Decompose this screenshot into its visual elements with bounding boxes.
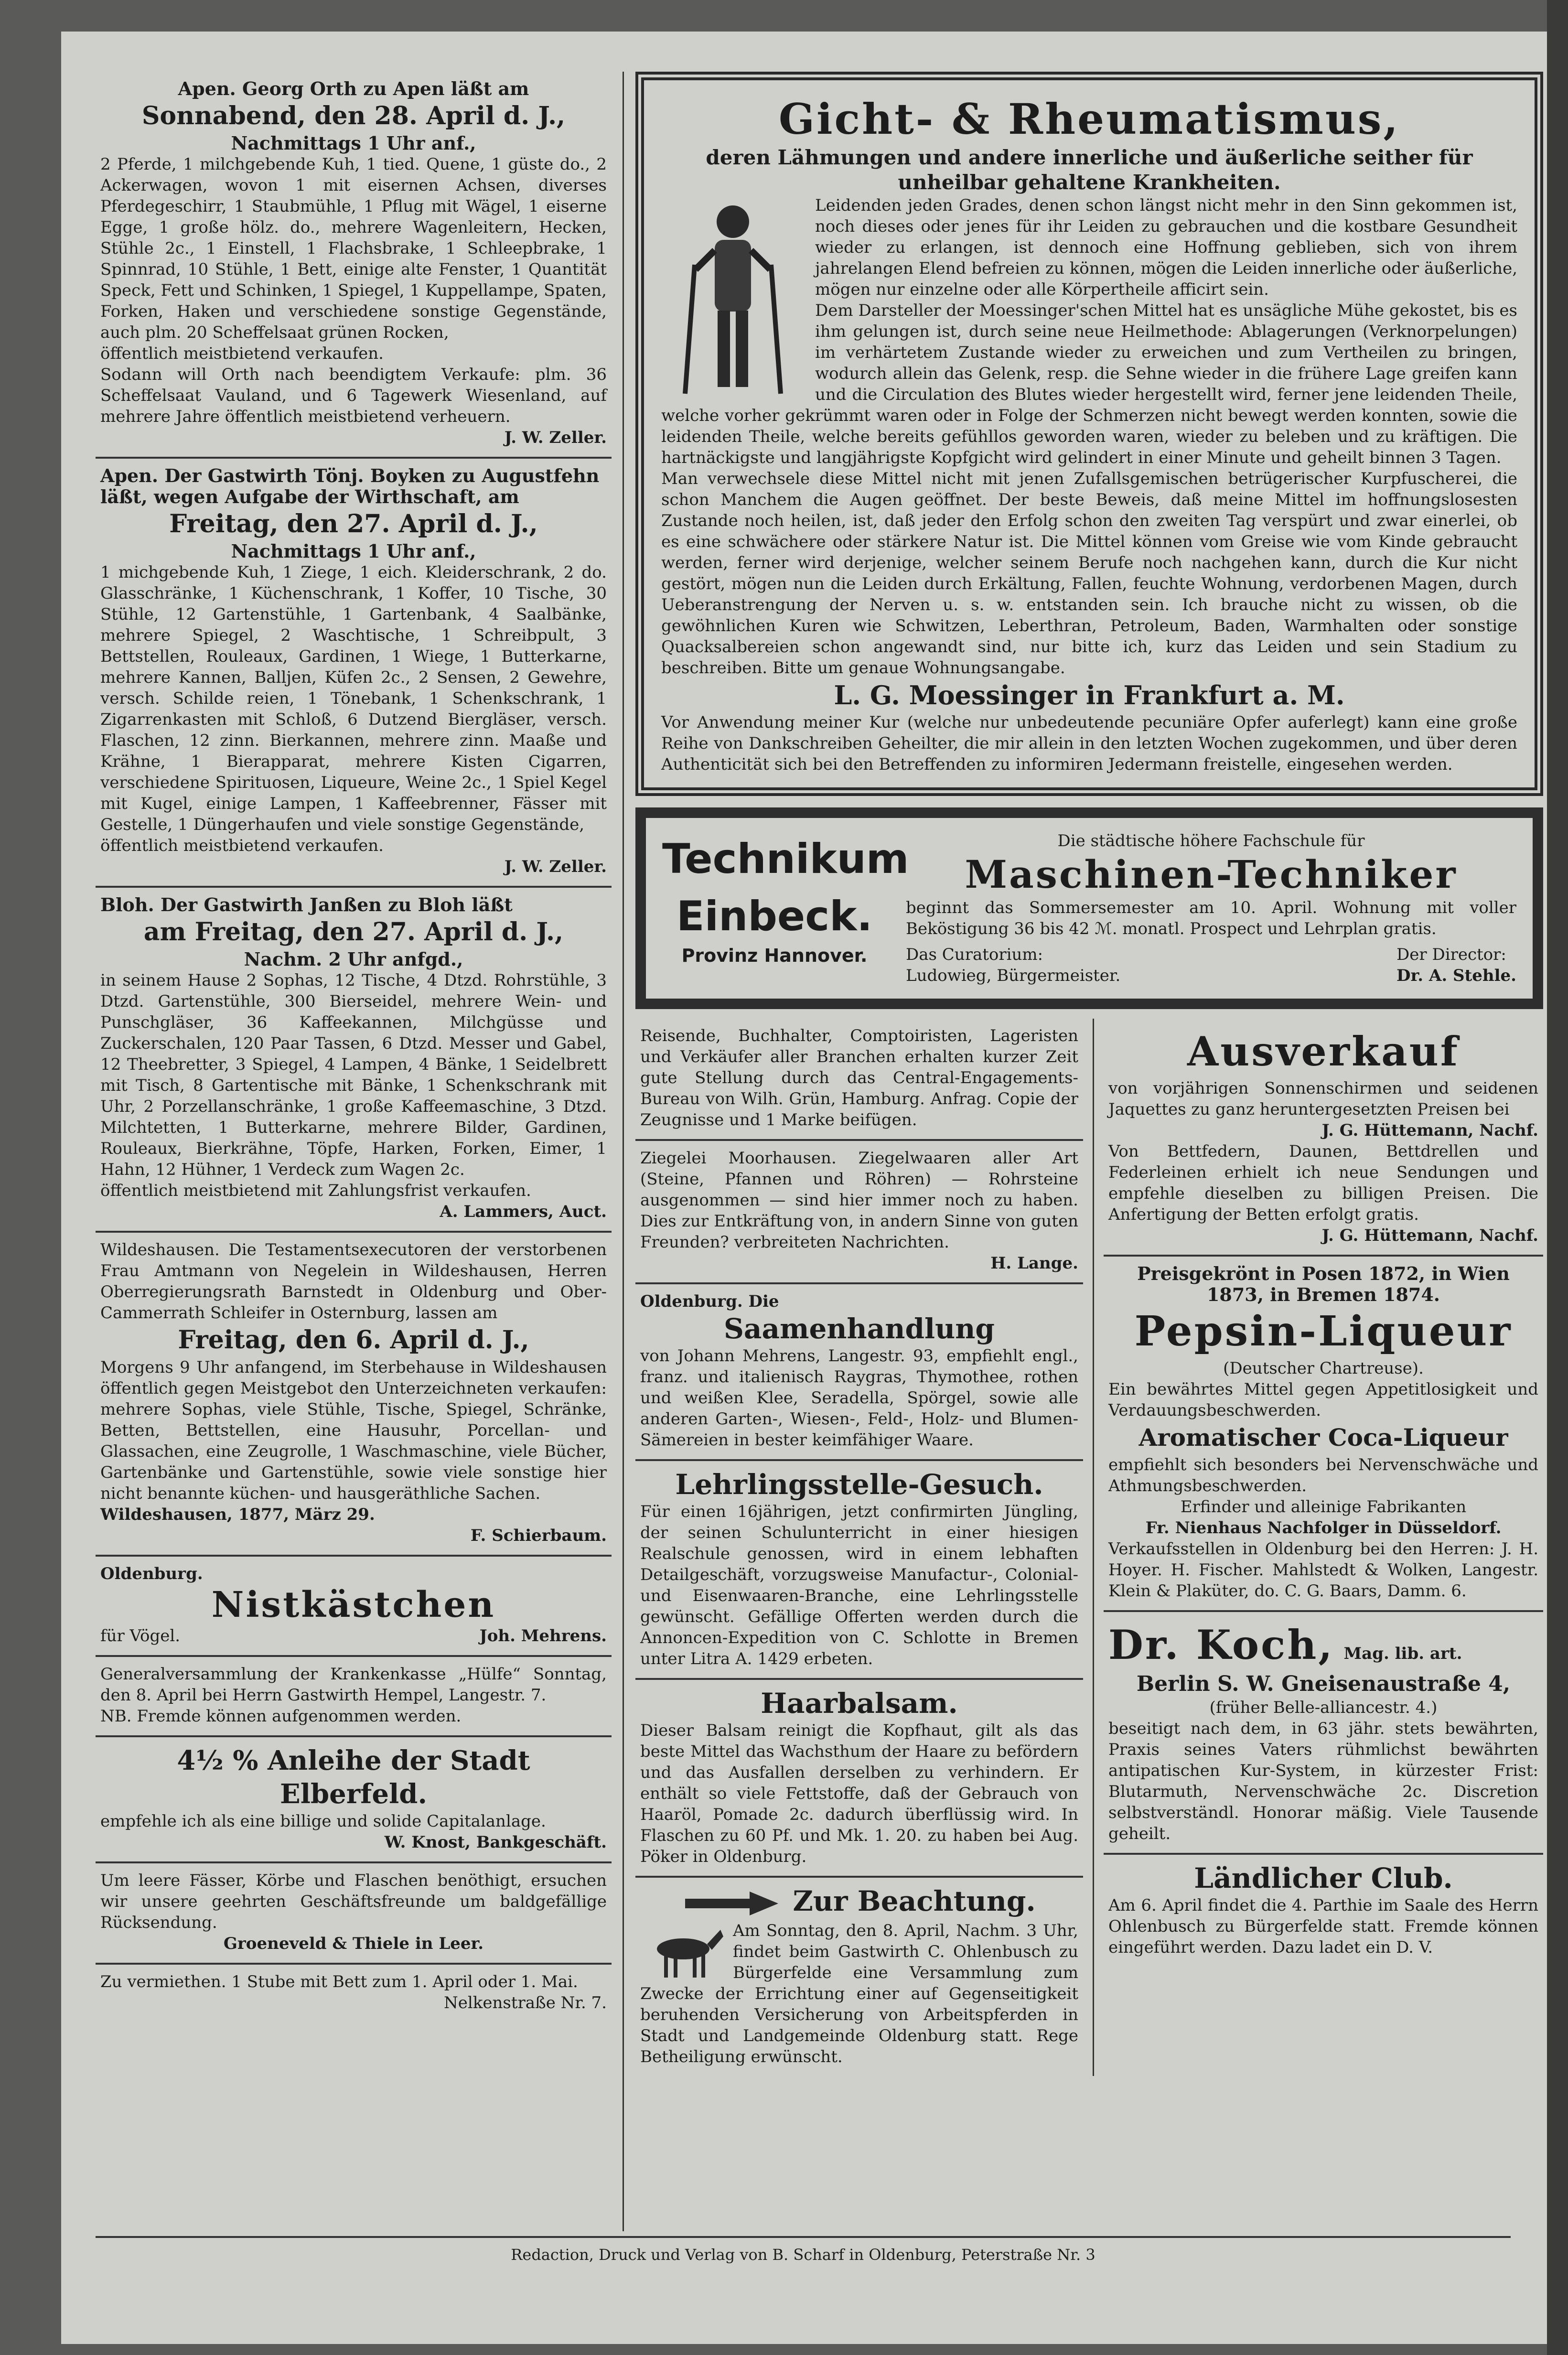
ad-head: Apen. Der Gastwirth Tönj. Boyken zu Augustfehn läßt, wegen Aufgabe der Wirthschaft, am [100,465,600,507]
ad-signature: W. Knost, Bankgeschäft. [384,1833,607,1852]
director-name: Dr. A. Stehle. [1396,966,1516,985]
ad-body: in seinem Hause 2 Sophas, 12 Tische, 4 Dtzd. Rohrstühle, 3 Dtzd. Gartenstühle, 300 Bierseidel, mehrere Wein- und Punschgläser, 36 Kaffeekannen, Milchgüsse und Zuckerschalen, 120 Paar Tassen, 6 Dtzd. Messer und Gabel, 12 Theebretter, 3 Spiegel, 4 Lampen, 4 Bänke, 1 Seidelbrett mit Tisch, 8 Gartentische mit Bänke, 1 Schenkschrank mit Uhr, 2 Porzellanschränke, 1 große Kaffeemaschine, 3 Dtzd. Milchtetten, 1 Butterkarne, mehrere Bilder, Gardinen, Rouleaux, Bierkrähne, Töpfe, Harken, Forken, Eimer, 1 Hahn, 12 Hühner, 1 Verdeck zum Wagen 2c. [100,971,607,1179]
ad-body: 2 Pferde, 1 milchgebende Kuh, 1 tied. Quene, 1 güste do., 2 Ackerwagen, wovon 1 mit eisernen Achsen, diverses Pferdegeschirr, 1 Staubmühle, 1 Pflug mit Wägel, 1 eiserne Egge, 1 große hölz. do., mehrere Wagenleitern, Hecken, Stühle 2c., 1 Einstell, 1 Flachsbrake, 1 Schleepbrake, 1 Spinnrad, 10 Stühle, 1 Bett, einige alte Fenster, 1 Quantität Speck, Fett und Schinken, 1 Spiegel, 1 Kuppellampe, Spaten, Forken, Haken und verschiedene sonstige Gegenstände, auch plm. 20 Scheffelsaat grünen Rocken, [100,155,607,342]
curatorium-label: Das Curatorium: [906,945,1043,964]
dr-koch-ad [1104,1612,1543,1855]
ad-body: Um leere Fässer, Körbe und Flaschen benöthigt, ersuchen wir unsere geehrten Geschäftsfreunde um baldgefällige Rücksendung. [100,1871,607,1932]
sub-left-column [635,1019,1094,2076]
ad-body2: öffentlich meistbietend verkaufen. [100,344,384,363]
krankenkasse-ad [96,1657,612,1737]
ad-body: Am 6. April findet die 4. Parthie im Saale des Herrn Ohlenbusch zu Bürgerfelde statt. Fremde können eingeführt werden. Dazu ladet ein D. V. [1108,1896,1538,1957]
ad-title: Haarbalsam. [761,1687,958,1720]
ad-place: Wildeshausen, 1877, März 29. [100,1505,375,1524]
auction-ad-boyken [96,459,612,888]
auction-ad-janssen [96,888,612,1233]
ad-title-row [640,1884,1078,1920]
ad-title: Ländlicher Club. [1194,1862,1453,1894]
book-spine [1547,0,1568,2355]
technikum-einbeck-ad [635,807,1543,1009]
ad-body: 1 michgebende Kuh, 1 Ziege, 1 eich. Kleiderschrank, 2 do. Glasschränke, 1 Küchenschrank, 1 Koffer, 10 Tische, 30 Stühle, 12 Gartenstühle, 1 Gartenbank, 4 Saalbänke, mehrere Spiegel, 2 Waschtische, 1 Schreibpult, 3 Bettstellen, Rouleaux, Gardinen, 1 Wiege, 1 Butterkarne, mehrere Kannen, Balljen, Küfen 2c., 2 Sensen, 2 Gewehre, versch. Schilde reien, 1 Tönebank, 1 Schenkschrank, 1 Zigarrenkasten mit Schloß, 6 Dutzend Biergläser, versch. Flaschen, 12 zinn. Bierkannen, mehrere zinn. Maaße und Krähne, 1 Bierapparat, mehrere Kisten Cigarren, verschiedene Spirituosen, Liqueure, Weine 2c., 1 Spiel Kegel mit Kugel, einige Lampen, 1 Kaffeebrenner, Fässer mit Gestelle, 1 Düngerhaufen und viele sonstige Gegenstände, [100,563,607,834]
ad-head: Apen. Georg Orth zu Apen läßt am [178,78,529,99]
ad-paragraph: Dem Darsteller der Moessinger'schen Mittel hat es unsägliche Mühe gekostet, bis es ihm gelungen ist, durch seine neue Heilmethode: Ablagerungen (Verknorpelungen) im verhärtetem Zustande wieder zu erweichen und zum Vertheilen zu bringen, wodurch allein das Gelenk, resp. die Sehne wieder in die frühere Lage greifen kann und die Circulation des Blutes wieder hergestellt wird, ferner jene leidenden Theile, welche vorher gekrümmt waren oder in Folge der Schmerzen nicht bewegt werden konnten, sowie die leidenden Theile, welche bereits gefühllos geworden waren, wieder zu beleben und zu kräftigen. Die hartnäckigste und langjährigste Kopfgicht wird gelindert in einer Minute und geheilt binnen 3 Tagen. [661,301,1517,467]
ad-head: Bloh. Der Gastwirth Janßen zu Bloh läßt [100,894,513,915]
ad-signature: J. W. Zeller. [504,428,607,447]
ad-date: am Freitag, den 27. April d. J., [143,917,564,946]
ad-signature: Groeneveld & Thiele in Leer. [223,1934,484,1953]
ausverkauf-ad [1104,1019,1543,1257]
saamenhandlung-ad [635,1284,1083,1461]
ad-subtitle: (Deutscher Chartreuse). [1223,1359,1424,1378]
lehrlingsstelle-ad [635,1461,1083,1680]
sub-right-column [1094,1019,1543,2076]
ad-left-text: für Vögel. [100,1626,181,1645]
ad-body: beseitigt nach dem, in 63 jähr. stets bewährten, Praxis seines Vaters rühmlichst bewährten antipatischen Kur-System, in kürzester Frist: Blutarmuth, Nervenschwäche 2c. Discretion selbstverständl. Honorar mäßig. Viele Tausende geheilt. [1108,1719,1538,1843]
ad-title: Zur Beachtung. [793,1885,1036,1917]
ad-body: Dieser Balsam reinigt die Kopfhaut, gilt als das beste Mittel das Wachsthum der Haare zu befördern und das Ausfallen derselben zu verhindern. Er enthält so viele Fettstoffe, daß der Gebrauch von Haaröl, Pomade 2c. dadurch überflüssig wird. In Flaschen zu 60 Pf. und Mk. 1. 20. zu haben bei Aug. Pöker in Oldenburg. [640,1721,1078,1866]
ad-subtitle: (früher Belle-alliancestr. 4.) [1209,1698,1438,1717]
ad-title: Gicht- & Rheumatismus, [778,94,1400,144]
ad-body2: Von Bettfedern, Daunen, Bettdrellen und Federleinen erhielt ich neue Sendungen und empfehle dieselben zu billigen Preisen. Die Anfertigung der Betten erfolgt gratis. [1108,1142,1538,1224]
ad-body3: Sodann will Orth nach beendigtem Verkaufe: plm. 36 Scheffelsaat Vauland, und 6 Tagewerk Wiesenland, auf mehrere Jahre öffentlich meistbietend verheuern. [100,365,607,426]
beachtung-ad [635,1878,1083,2076]
ad-paragraph: Leidenden jeden Grades, denen schon längst nicht mehr in den Sinn gekommen ist, noch dieses oder jenes für ihr Leiden zu gebrauchen und die kostbare Gesundheit wieder zu erlangen, ist dennoch eine Hoffnung geblieben, sich von ihrem jahrelangen Elend befreien zu können, mögen die Leiden innerliche oder äußerliche, mögen nur einzelne oder alle Körpertheile afficirt sein. [815,196,1517,299]
auction-ad-wildeshausen [96,1233,612,1557]
ad-date: Sonnabend, den 28. April d. J., [141,101,566,130]
ad-body: Generalversammlung der Krankenkasse „Hülfe“ Sonntag, den 8. April bei Herrn Gastwirth Hempel, Langestr. 7. [100,1665,607,1705]
ad-signature: Joh. Mehrens. [479,1626,607,1645]
ad-body: von Johann Mehrens, Langestr. 93, empfiehlt engl., franz. und italienisch Raygras, Thymothee, rothen und weißen Klee, Seradella, Spörgel, sowie alle anderen Garten-, Wiesen-, Feld-, Holz- und Blumen-Sämereien in bester keimfähiger Waare. [640,1346,1078,1450]
nistkaestchen-ad [96,1557,612,1657]
ad-body: Zu vermiethen. 1 Stube mit Bett zum 1. April oder 1. Mai. [100,1972,578,1991]
ad-body: Ein bewährtes Mittel gegen Appetitlosigkeit und Verdauungsbeschwerden. [1108,1380,1538,1420]
ad-signature: H. Lange. [990,1254,1078,1273]
ad-body: Für einen 16jährigen, jetzt confirmirten Jüngling, der seinen Schulunterricht in einer hiesigen Realschule genossen, wird in einem lebhaften Detailgeschäft, vorzugsweise Manufactur-, Colonial- und Eisenwaaren-Branche, eine Lehrlingsstelle gewünscht. Gefällige Offerten werden durch die Annoncen-Expedition von C. Schlotte in Bremen unter Litra A. 1429 erbeten. [640,1502,1078,1668]
anleihe-ad [96,1737,612,1863]
technikum-name: Technikum [662,835,909,883]
ad-body: Wildeshausen. Die Testamentsexecutoren der verstorbenen Frau Amtmann von Negelein in Wildeshausen, Herren Oberregierungsrath Barnstedt in Oldenburg und Ober-Cammerrath Schleifer in Osternburg, lassen am [100,1240,607,1323]
technikum-province: Provinz Hannover. [681,945,868,966]
ad-date: Freitag, den 27. April d. J., [169,509,538,538]
ad-title: Nistkästchen [211,1584,496,1625]
ad-place: Oldenburg. [100,1564,203,1583]
ad-title: Lehrlingsstelle-Gesuch. [675,1468,1043,1501]
ad-body2: öffentlich meistbietend mit Zahlungsfrist verkaufen. [100,1181,531,1200]
ad-body3: Erfinder und alleinige Fabrikanten [1180,1497,1467,1516]
faesser-ad [96,1863,612,1965]
ad-title: 4½ % Anleihe der Stadt Elberfeld. [177,1745,530,1810]
ad-signature: L. G. Moessinger in Frankfurt a. M. [834,680,1345,710]
director-label: Der Director: [1396,945,1506,964]
ad-head: Preisgekrönt in Posen 1872, in Wien 1873, in Bremen 1874. [1137,1263,1510,1305]
ad-body: Am Sonntag, den 8. April, Nachm. 3 Uhr, findet beim Gastwirth C. Ohlenbusch zu Bürgerfelde eine Versammlung zum Zwecke der Errichtung einer auf Gegenseitigkeit beruhenden Versicherung von Arbeitspferden in Stadt und Landgemeinde Oldenburg statt. Rege Betheiligung erwünscht. [640,1921,1078,2066]
laendlicher-club-ad [1104,1855,1543,1967]
vermiethen-ad [96,1965,612,2022]
ad-body2: empfiehlt sich besonders bei Nervenschwäche und Athmungsbeschwerden. [1108,1455,1538,1495]
engagement-bureau-ad [635,1019,1083,1141]
pepsin-liqueur-ad [1104,1257,1543,1612]
ad-title: Dr. Koch, [1108,1621,1334,1668]
horse-icon [640,1920,726,1982]
haarbalsam-ad [635,1680,1083,1878]
imprint-footer: Redaction, Druck und Verlag von B. Scharf in Oldenburg, Peterstraße Nr. 3 [96,2236,1511,2264]
technikum-intro: Die städtische höhere Fachschule für [1057,831,1365,850]
technikum-info [906,830,1516,986]
ad-credential: Mag. lib. art. [1343,1644,1462,1663]
ad-body: empfehle ich als eine billige und solide Capitalanlage. [100,1812,546,1831]
ad-paragraph: Man verwechsele diese Mittel nicht mit jenen Zufallsgemischen betrügerischer Kurpfuscherei, die schon Manchem die Augen geöffnet. Der beste Beweis, daß meine Mittel im hoffnungslosesten Zustande noch heilen, ist, daß jeder den Erfolg schon den zweiten Tag verspürt und zwar einerlei, ob es eine schwächere oder stärkere Natur ist. Die Mittel können vom Greise wie vom Kinde gebraucht werden, ferner wird derjenige, welcher seinem Berufe noch nachgehen kann, durch die Kur nicht gestört, mögen nun die Leiden durch Erkältung, Fallen, feuchte Wohnung, verdorbenen Magen, durch Ueberanstrengung der Nerven u. s. w. entstanden sein. Ich brauche nicht zu wissen, ob die gewöhnlichen Kuren wie Schwitzen, Leberthran, Petroleum, Baden, Warmhalten oder sonstige Quacksalbereien schon angewandt sind, nur bitte ich, kurz das Leiden und sein Stadium zu beschreiben. Bitte um genaue Wohnungsangabe. [661,469,1517,677]
ad-place: Oldenburg. Die [640,1292,779,1311]
ad-time: Nachm. 2 Uhr anfgd., [244,948,463,970]
curator-name: Ludowieg, Bürgermeister. [906,966,1121,985]
ad-body: von vorjährigen Sonnenschirmen und seidenen Jaquettes zu ganz heruntergesetzten Preisen bei [1108,1079,1538,1119]
gicht-rheumatismus-ad [635,72,1543,796]
ad-signature: J. G. Hüttemann, Nachf. [1321,1121,1538,1140]
ziegelei-ad [635,1141,1083,1284]
ad-date: Freitag, den 6. April d. J., [178,1325,529,1355]
ad-body2: öffentlich meistbietend verkaufen. [100,836,384,855]
ad-title: Saamenhandlung [724,1312,995,1345]
ad-time: Nachmittags 1 Uhr anf., [231,540,476,562]
auction-ad-orth [96,72,612,459]
ad-body: Ziegelei Moorhausen. Ziegelwaaren aller Art (Steine, Pfannen und Röhren) — Rohrsteine ausgenommen — sind hier immer noch zu haben. Dies zur Entkräftung von, in andern Sinne von guten Freunden? verbreiteten Nachrichten. [640,1149,1078,1252]
ad-signature: J. W. Zeller. [504,857,607,876]
ad-signature-2: J. G. Hüttemann, Nachf. [1321,1226,1538,1245]
ad-signature: A. Lammers, Auct. [440,1202,607,1221]
ad-signature: F. Schierbaum. [470,1526,607,1545]
left-column [96,72,612,2022]
ad-body: Reisende, Buchhalter, Comptoiristen, Lageristen und Verkäufer aller Branchen erhalten kurzer Zeit gute Stellung durch das Central-Engagements-Bureau von Wilh. Grün, Hamburg. Anfrag. Copie der Zeugnisse und 1 Marke beifügen. [640,1026,1078,1129]
ad-body4: Verkaufsstellen in Oldenburg bei den Herren: J. H. Hoyer. H. Fischer. Mahlstedt & Wolken, Langestr. Klein & Plaküter, do. C. G. Baars, Damm. 6. [1108,1539,1538,1601]
column-divider [623,72,624,2231]
ad-signature: Fr. Nienhaus Nachfolger in Düsseldorf. [1145,1518,1502,1538]
ad-address: Berlin S. W. Gneisenaustraße 4, [1136,1672,1511,1696]
ad-title: Pepsin-Liqueur [1134,1307,1513,1355]
ad-time: Nachmittags 1 Uhr anf., [231,132,476,154]
ad-paragraph: Vor Anwendung meiner Kur (welche nur unbedeutende pecuniäre Opfer auferlegt) kann eine große Reihe von Dankschreiben Geheilter, die mir allein in den letzten Wochen zugekommen, und über deren Authenticität sich bei den Betreffenden zu informiren Jedermann freistelle, eingesehen werden. [661,713,1517,774]
right-column [635,72,1543,2076]
pointing-hand-icon [683,1887,783,1920]
crutch-figure-icon [661,198,805,398]
ad-title-2: Aromatischer Coca-Liqueur [1138,1423,1508,1452]
technikum-name-block [662,830,909,986]
ad-body2: Morgens 9 Uhr anfangend, im Sterbehause in Wildeshausen öffentlich gegen Meistgebot den Unterzeichneten verkaufen: mehrere Sophas, viele Stühle, Tische, Spiegel, Schränke, Betten, Bettstellen, eine Hausuhr, Porcellan- und Glassachen, eine Zeugrolle, 1 Waschmaschine, viele Bücher, Gartenbänke und Gartenstühle, sowie viele sonstige hier nicht benannte küchen- und hausgeräthliche Sachen. [100,1358,607,1503]
technikum-city: Einbeck. [676,893,873,940]
ad-address: Nelkenstraße Nr. 7. [444,1993,607,2012]
technikum-title: Maschinen-Techniker [965,852,1458,897]
right-subcolumns [635,1019,1543,2076]
ad-note: NB. Fremde können aufgenommen werden. [100,1707,462,1726]
ad-subtitle: deren Lähmungen und andere innerliche und äußerliche seither für unheilbar gehaltene Krankheiten. [706,146,1473,194]
ad-title: Ausverkauf [1187,1028,1460,1075]
technikum-body: beginnt das Sommersemester am 10. April. Wohnung mit voller Beköstigung 36 bis 42 ℳ. monatl. Prospect und Lehrplan gratis. [906,898,1516,938]
